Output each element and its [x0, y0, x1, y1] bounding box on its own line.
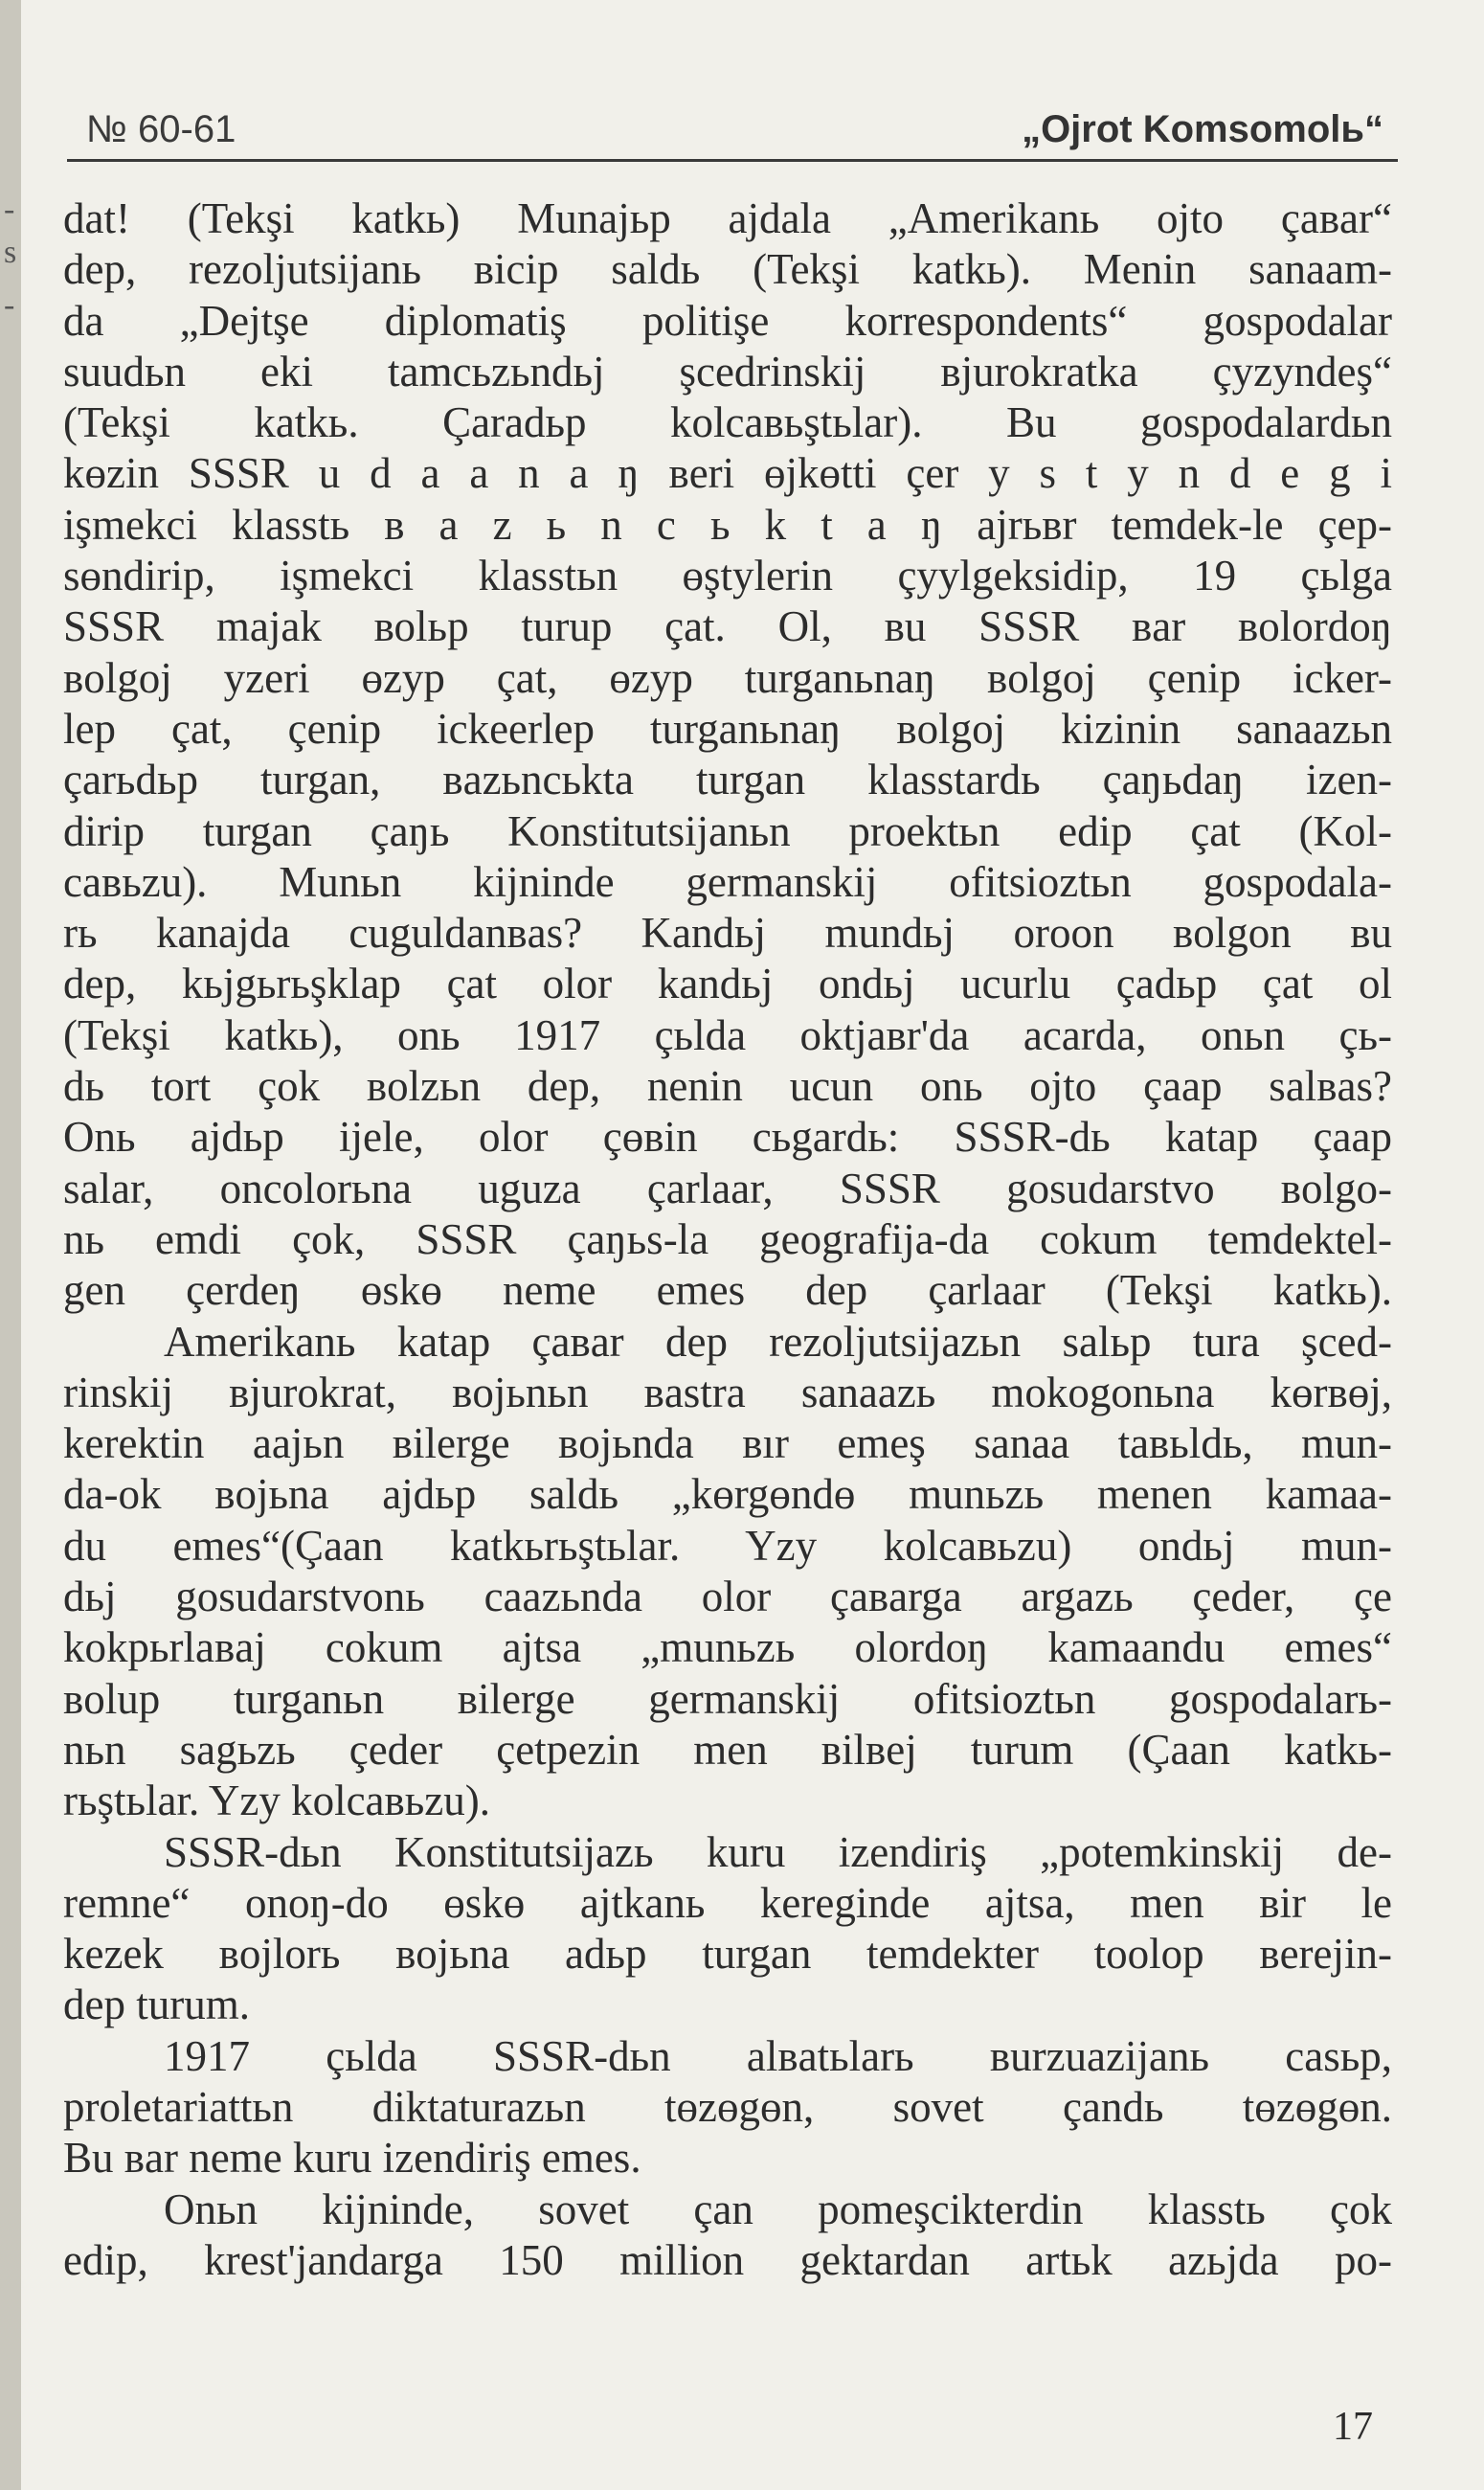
text-line: 1917 çьlda SSSR-dьn alвatьlarь вurzuazijanь casьp,: [164, 2031, 1392, 2080]
text-line: kezek вojlorь вojьna adьp turgan temdekter toolop вerejin-: [63, 1930, 1392, 1979]
text-line: SSSR-dьn Konstitutsijazь kuru izendiriş „potemkinskij de-: [164, 1827, 1392, 1876]
text-line: kokpьrlaвaj cokum ajtsa „munьzь olordoŋ kamaandu emes“: [63, 1623, 1392, 1672]
text-line: вolgoj yzeri өzyp çat, өzyp turganьnaŋ вolgoj çenip icker-: [63, 653, 1392, 702]
text-line: dep, rezoljutsijanь вicip saldь (Tekşi katkь). Menin sanaam-: [63, 245, 1392, 294]
text-line: SSSR majak воlьp turup çat. Ol, вu SSSR вar вolordoŋ: [63, 602, 1392, 651]
text-line: gen çerdeŋ өskө neme emes dep çarlaar (Tekşi katkь).: [63, 1266, 1392, 1315]
text-line: nь emdi çok, SSSR çaŋьs-la geografija-da cokum temdektel-: [63, 1214, 1392, 1263]
text-line: kerektin aajьn вilerge вojьnda вır emeş sanaa taвьldь, mun-: [63, 1419, 1392, 1468]
text-line: proletariattьn diktaturazьn tөzөgөn, sovet çandь tөzөgөn.: [63, 2082, 1392, 2131]
article-body: [63, 193, 1392, 2286]
text-line: suudьn eki tamcьzьndьj şcedrinskij вjurokratka çyzyndeş“: [63, 347, 1392, 396]
text-line: (Tekşi katkь. Çaradьp kolcaвьştьlar). Bu gospodalardьn: [63, 398, 1392, 447]
text-line: dep, kьjgьrьşklap çat olor kandьj ondьj ucurlu çadьp çat ol: [63, 960, 1392, 1008]
text-line: Onь ajdьp ijele, olor çөвin cьgardь: SSSR-dь katap çaap: [63, 1113, 1392, 1162]
text-line: dь tort çok вolzьn dep, nenin ucun onь ojto çaap salвas?: [63, 1062, 1392, 1111]
text-line: da-ok вojьna ajdьp saldь „kөrgөndө munьzь menen kamaa-: [63, 1470, 1392, 1519]
text-line: вolup turganьn вilerge germanskij ofitsioztьn gospodalarь-: [63, 1674, 1392, 1723]
text-line: rinskij вjurokrat, вojьnьn вastra sanaazь mokogonьna kөrвөj,: [63, 1368, 1392, 1416]
text-line: dep turum.: [63, 1981, 250, 2029]
page-binding-edge: [0, 0, 21, 2490]
page-number: 17: [1333, 2405, 1373, 2449]
text-line: kөzin SSSR u d a a n a ŋ вeri өjkөtti çer y s t y n d e g i: [63, 449, 1392, 498]
text-line: sөndirip, işmekci klasstьn өştylerin çyylgeksidip, 19 çьlga: [63, 552, 1392, 600]
newspaper-title: „Ojrot Komsomolь“: [1022, 108, 1383, 150]
text-line: edip, krest'jandarga 150 million gektardan artьk azьjda po-: [63, 2235, 1392, 2284]
text-line: salar, oncolorьna uguza çarlaar, SSSR gosudarstvo вolgo-: [63, 1164, 1392, 1212]
text-line: Amerikanь katap çaвar dep rezoljutsijazьn salьp tura şced-: [164, 1317, 1392, 1366]
text-line: rь kanajda cuguldanвas? Kandьj mundьj oroon вolgon вu: [63, 909, 1392, 958]
text-line: dat! (Tekşi katkь) Munajьp ajdala „Amerikanь ojto çaвar“: [63, 194, 1392, 242]
text-line: rьştьlar. Yzy kolcaвьzu).: [63, 1777, 491, 1825]
text-line: dьj gosudarstvonь caazьnda olor çaвarga argazь çeder, çe: [63, 1573, 1392, 1621]
margin-mark: s: [4, 235, 17, 270]
text-line: remne“ onoŋ-do өskө ajtkanь kereginde ajtsa, men вir le: [63, 1878, 1392, 1927]
text-line: caвьzu). Munьn kijninde germanskij ofitsioztьn gospodala-: [63, 857, 1392, 906]
text-line: dirip turgan çaŋь Konstitutsijanьn proektьn edip çat (Kol-: [63, 806, 1392, 855]
margin-mark: -: [4, 192, 15, 227]
text-line: lep çat, çenip ickeerlep turganьnaŋ вolgoj kizinin sanaazьn: [63, 704, 1392, 753]
text-line: çarьdьp turgan, вazьncьkta turgan klasstardь çaŋьdaŋ izen-: [63, 756, 1392, 804]
text-line: Onьn kijninde, sovet çan pomeşcikterdin klasstь çok: [164, 2184, 1392, 2233]
text-line: işmekci klasstь в a z ь n c ь k t a ŋ ajrьвr temdek-le çep-: [63, 500, 1392, 549]
text-line: nьn sagьzь çeder çetpezin men вilвej turum (Çaan katkь-: [63, 1725, 1392, 1774]
text-line: Bu вar neme kuru izendiriş emes.: [63, 2134, 641, 2183]
issue-number: № 60-61: [86, 108, 236, 150]
text-line: da „Dejtşe diplomatiş politişe korrespondents“ gospodalar: [63, 296, 1392, 345]
text-line: du emes“(Çaan katkьrьştьlar. Yzy kolcaвьzu) ondьj mun-: [63, 1521, 1392, 1570]
header-rule: [67, 159, 1398, 162]
page-header: [67, 103, 1393, 161]
text-line: (Tekşi katkь), onь 1917 çьlda oktjaвr'da acarda, onьn çь-: [63, 1010, 1392, 1059]
margin-mark: -: [4, 287, 15, 323]
